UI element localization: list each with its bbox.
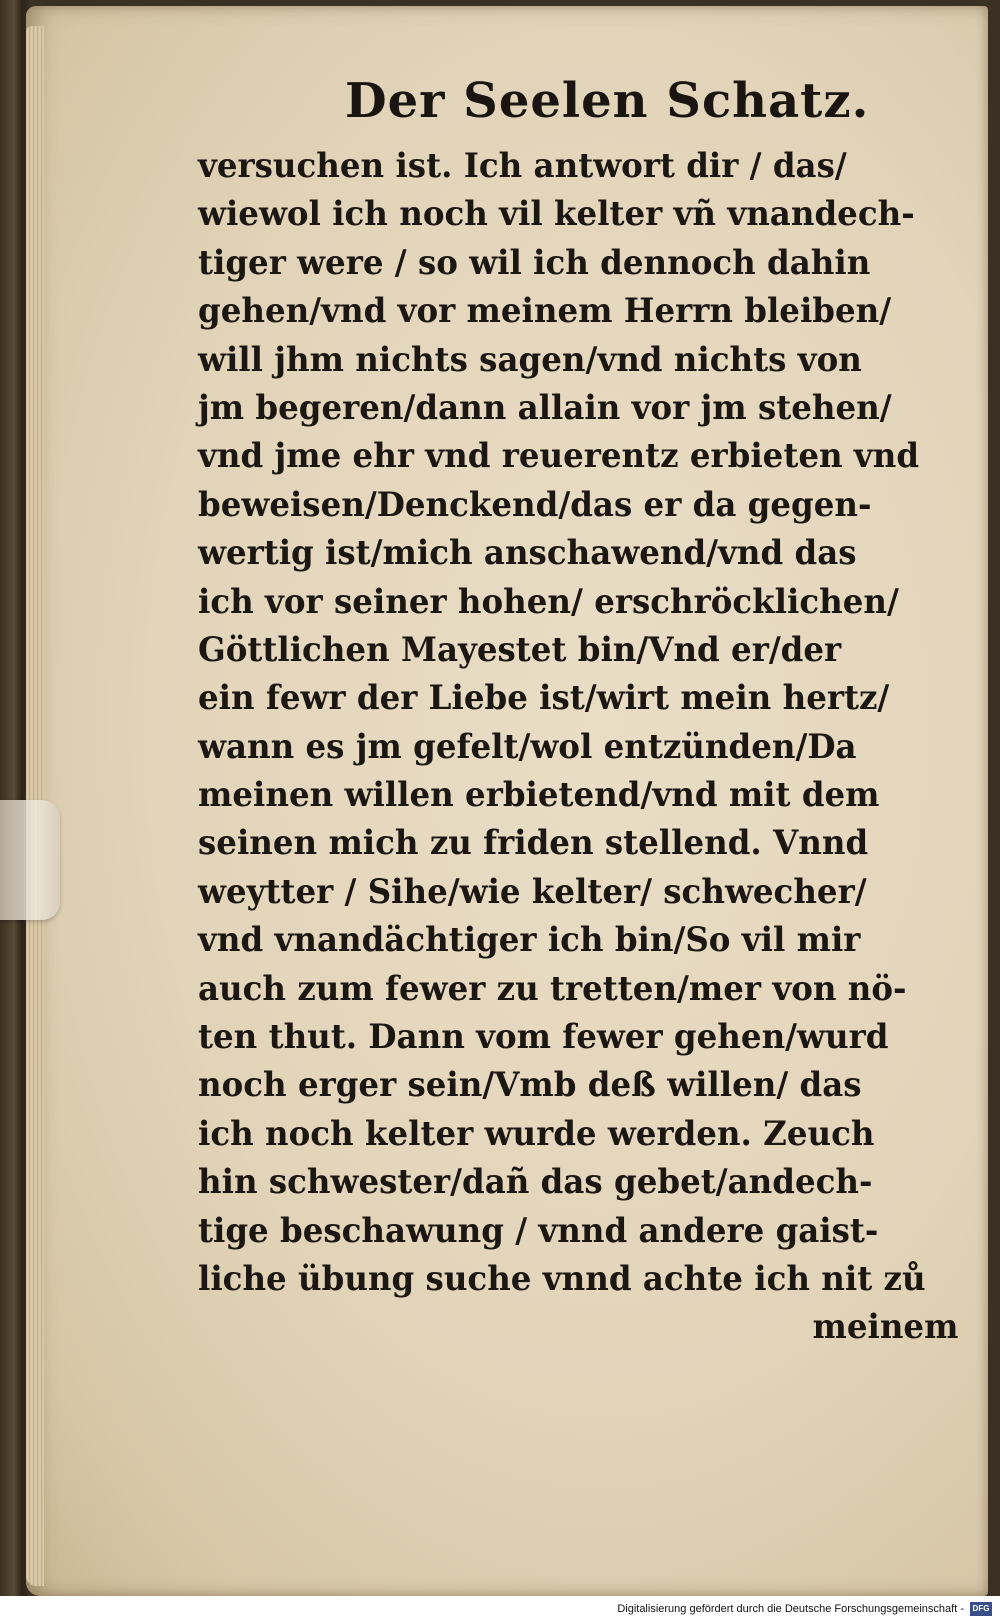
text-line: ten thut. Dann vom fewer gehen/wurd (198, 1017, 889, 1058)
dfg-logo-icon: DFG (970, 1602, 992, 1616)
text-line: ich noch kelter wurde werden. Zeuch (198, 1113, 875, 1154)
text-line: tiger were / so wil ich dennoch dahin (198, 242, 871, 283)
running-header: Der Seelen Schatz. (345, 73, 870, 129)
text-line: hin schwester/dañ das gebet/andech- (198, 1162, 873, 1203)
text-line: wiewol ich noch vil kelter vñ vnandech- (198, 194, 915, 235)
page-text (198, 142, 968, 1352)
text-line: wertig ist/mich anschawend/vnd das (198, 533, 857, 574)
catchword: meinem (812, 1307, 959, 1348)
text-line: vnd vnandächtiger ich bin/So vil mir (198, 920, 861, 961)
text-line: gehen/vnd vor meinem Herrn bleiben/ (198, 291, 892, 332)
text-line: versuchen ist. Ich antwort dir / das/ (198, 146, 847, 186)
text-line: vnd jme ehr vnd reuerentz erbieten vnd (198, 436, 920, 477)
book-clasp (0, 800, 60, 920)
text-line: ich vor seiner hohen/ erschröcklichen/ (198, 581, 899, 622)
digitization-footer (0, 1596, 1000, 1621)
text-line: ein fewr der Liebe ist/wirt mein hertz/ (198, 678, 890, 719)
text-line: seinen mich zu friden stellend. Vnnd (198, 823, 869, 864)
text-line: noch erger sein/Vmb deß willen/ das (198, 1065, 862, 1106)
text-line: will jhm nichts sagen/vnd nichts von (198, 339, 862, 380)
text-line: auch zum fewer zu tretten/mer von nö- (198, 968, 907, 1009)
text-line: liche übung suche vnnd achte ich nit zů (198, 1258, 926, 1299)
text-line: beweisen/Denckend/das er da gegen- (198, 484, 872, 525)
footer-credit: Digitalisierung gefördert durch die Deutsche Forschungsgemeinschaft - (617, 1602, 964, 1615)
text-line: jm begeren/dann allain vor jm stehen/ (198, 387, 892, 428)
text-line: Göttlichen Mayestet bin/Vnd er/der (198, 629, 842, 670)
text-line: meinen willen erbietend/vnd mit dem (198, 775, 880, 816)
text-line: wann es jm gefelt/wol entzünden/Da (198, 726, 857, 767)
text-line: weytter / Sihe/wie kelter/ schwecher/ (198, 871, 867, 912)
text-line: tige beschawung / vnnd andere gaist- (198, 1210, 879, 1251)
